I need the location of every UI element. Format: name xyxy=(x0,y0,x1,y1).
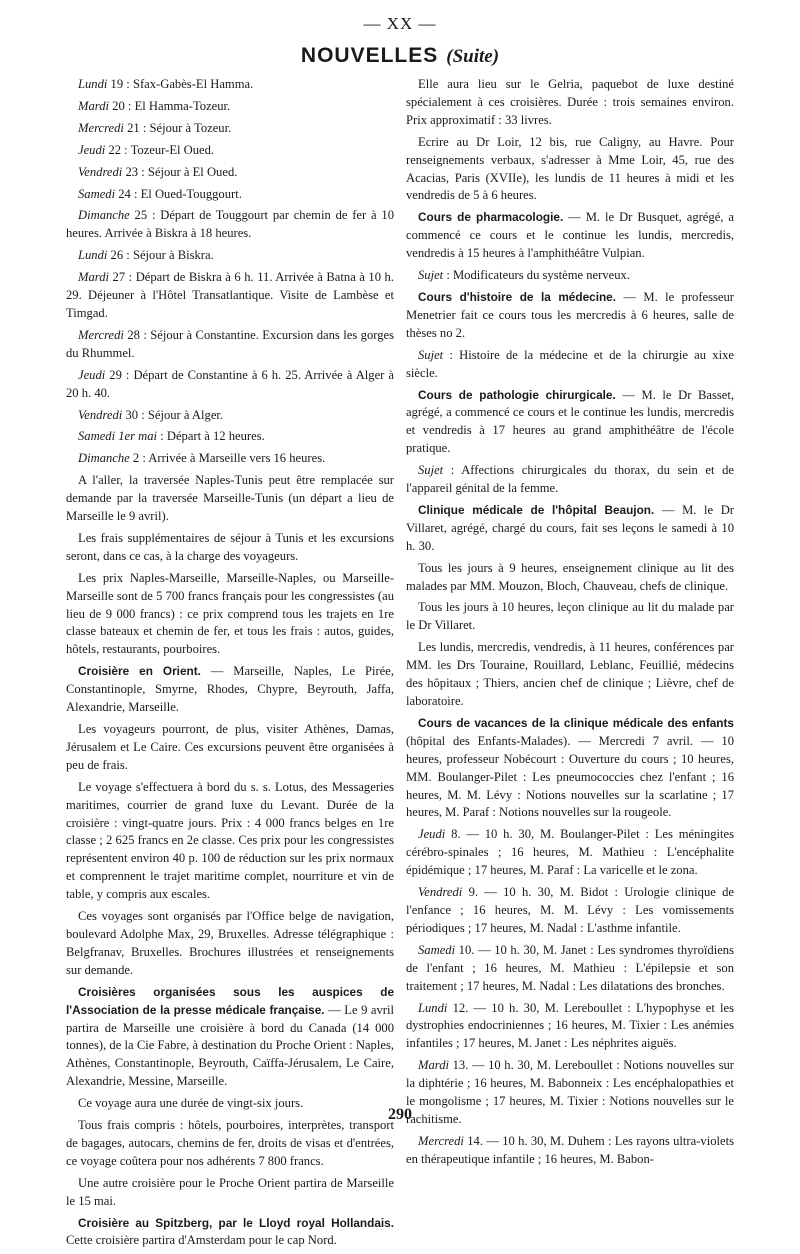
paragraph xyxy=(406,387,734,459)
paragraph-text: 21 : Séjour à Tozeur. xyxy=(123,120,232,135)
paragraph-text: Les frais supplémentaires de séjour à Tunis et les excursions seront, dans ce cas, à la charge des voyageurs. xyxy=(66,530,394,563)
paragraph-text: 10. — 10 h. 30, M. Janet : Les syndromes thyroïdiens de l'enfant ; 16 heures, M. Mathieu : L'épilepsie et son traitement ; 17 heures, M. Nadal : Les dilatations des bronches. xyxy=(406,942,734,993)
paragraph xyxy=(66,164,394,182)
paragraph-text: 22 : Tozeur-El Oued. xyxy=(105,142,215,157)
page-number: 290 xyxy=(388,1106,412,1123)
paragraph-text: 19 : Sfax-Gabès-El Hamma. xyxy=(107,77,254,91)
paragraph xyxy=(66,663,394,717)
section-heading: Cours de vacances de la clinique médicale des enfants xyxy=(418,715,734,730)
paragraph xyxy=(66,984,394,1091)
paragraph xyxy=(66,908,394,980)
day-label: Sujet xyxy=(418,268,444,283)
paragraph-text: 8. — 10 h. 30, M. Boulanger-Pilet : Les méningites cérébro-spinales ; 16 heures, M. Mathieu : L'encéphalite épidémique ; 17 heures, M. Paraf : La varicelle et le zona. xyxy=(406,827,734,878)
day-label: Lundi xyxy=(418,1000,448,1015)
section-heading: Croisière en Orient. xyxy=(78,664,201,679)
paragraph-text: 29 : Départ de Constantine à 6 h. 25. Arrivée à Alger à 20 h. 40. xyxy=(66,367,394,400)
paragraph xyxy=(66,530,394,566)
paragraph xyxy=(406,462,734,498)
paragraph-text: — M. le professeur Menetrier fait ce cours tous les mercredis à 6 heures, salle de thèses no 2. xyxy=(406,289,735,340)
section-heading: Croisières organisées sous les auspices de l'Association de la presse médicale française. xyxy=(66,984,394,1017)
paragraph xyxy=(66,428,394,446)
paragraph xyxy=(406,560,734,596)
day-label: Mardi xyxy=(418,1058,450,1073)
page-roman-number: — XX — xyxy=(363,14,437,33)
paragraph xyxy=(66,570,394,660)
paragraph-text: — M. le Dr Basset, agrégé, a commencé ce cours et le continue les lundis, mercredis et vendredis à 17 heures au grand amphithéâtre de l'école pratique. xyxy=(406,387,734,456)
section-heading: Cours d'histoire de la médecine. xyxy=(418,289,617,304)
day-label: Samedi 1er mai xyxy=(78,429,158,444)
paragraph-text: 26 : Séjour à Biskra. xyxy=(107,248,214,263)
title-suffix: (Suite) xyxy=(446,46,500,67)
day-label: Dimanche xyxy=(78,451,130,466)
paragraph xyxy=(406,715,734,822)
paragraph-text: Ce voyage aura une durée de vingt-six jours. xyxy=(78,1096,304,1111)
day-label: Sujet xyxy=(418,347,444,362)
paragraph xyxy=(406,502,734,556)
paragraph-text: — M. le Dr Busquet, agrégé, a commencé ce cours et le continue les lundis, mercredis, vendredis à 15 heures à l'amphithéâtre Vulpian. xyxy=(406,210,734,261)
paragraph xyxy=(66,1215,394,1251)
day-label: Mardi xyxy=(78,270,110,285)
paragraph-text: Tous frais compris : hôtels, pourboires, interprètes, transport de bagages, autocars, chemins de fer, droits de visas et d'entrées, ce voyage coûtera pour nos adhérents 7 800 francs. xyxy=(66,1118,394,1168)
left-column xyxy=(66,76,394,1254)
section-heading: Cours de pathologie chirurgicale. xyxy=(418,387,616,402)
paragraph xyxy=(66,721,394,775)
paragraph xyxy=(66,1175,394,1211)
paragraph xyxy=(66,247,394,265)
paragraph-text: 9. — 10 h. 30, M. Bidot : Urologie clinique de l'enfance ; 16 heures, M. M. Lévy : Les vomissements périodiques ; 17 heures, M. Nadal : L'asthme infantile. xyxy=(406,885,734,935)
paragraph-text: 30 : Séjour à Alger. xyxy=(122,407,224,422)
paragraph-text: 24 : El Oued-Touggourt. xyxy=(115,186,242,201)
section-heading: Cours de pharmacologie. xyxy=(418,210,564,225)
day-label: Samedi xyxy=(78,186,116,201)
paragraph-text: 13. — 10 h. 30, M. Lereboullet : Notions nouvelles sur la diphtérie ; 16 heures, M. Babonneix : Les encéphalopathies et le mongolisme ; 17 heures, M. Tixier : Notions nouvelles sur le rachitisme. xyxy=(406,1058,734,1126)
paragraph xyxy=(66,269,394,323)
day-label: Jeudi xyxy=(418,827,446,842)
day-label: Mercredi xyxy=(78,327,124,342)
day-label: Vendredi xyxy=(78,164,123,179)
paragraph xyxy=(66,186,394,204)
paragraph-text: Cette croisière partira d'Amsterdam pour le cap Nord. xyxy=(66,1233,337,1248)
paragraph xyxy=(66,142,394,160)
paragraph-text: (hôpital des Enfants-Malades). — Mercredi 7 avril. — 10 heures, professeur Nobécourt : Ouverture du cours ; 10 heures, MM. Boulanger-Pilet : Les pneumococcies chez l'enfant ; 16 heures, M. M. Lévy : Notions nouvelles sur la scarlatine ; 17 heures, M. Paraf : Notions nouvelles sur la rougeole. xyxy=(406,733,734,820)
paragraph xyxy=(66,472,394,526)
day-label: Vendredi xyxy=(78,407,123,422)
section-heading: Clinique médicale de l'hôpital Beaujon. xyxy=(418,502,655,517)
paragraph-text: Une autre croisière pour le Proche Orient partira de Marseille le 15 mai. xyxy=(66,1175,394,1208)
paragraph-text: : Départ à 12 heures. xyxy=(157,429,265,444)
paragraph xyxy=(406,267,734,285)
paragraph xyxy=(406,826,734,880)
paragraph xyxy=(406,76,734,130)
paragraph xyxy=(406,209,734,263)
paragraph-text: Ecrire au Dr Loir, 12 bis, rue Caligny, au Havre. Pour renseignements verbaux, s'adresser à Mme Loir, 45, rue des Acacias, Paris (XVIIe), les lundis de 11 heures à midi et les vendredis de 5 à 6 heures. xyxy=(406,134,734,203)
paragraph xyxy=(66,367,394,403)
paragraph-text: — M. le Dr Villaret, agrégé, chargé du cours, fait ses leçons le samedi à 10 h. 30. xyxy=(406,502,734,553)
paragraph-text: Le voyage s'effectuera à bord du s. s. Lotus, des Messageries maritimes, courrier de grand luxe du Levant. Durée de la croisière : vingt-quatre jours. Prix : 4 000 francs belges en 1re classe ; 2 625 francs en 2e classe. Ces prix pour les congressistes représentent environ 40 p. 100 de réduction sur les prix normaux et comprennent le trajet maritime complet, nourriture et vin de table, y compris aux escales. xyxy=(66,779,394,902)
paragraph-text: : Histoire de la médecine et de la chirurgie au xixe siècle. xyxy=(406,347,734,380)
day-label: Lundi xyxy=(78,77,108,91)
paragraph xyxy=(66,1117,394,1171)
paragraph xyxy=(406,1133,734,1169)
paragraph xyxy=(66,327,394,363)
paragraph-text: 25 : Départ de Touggourt par chemin de fer à 10 heures. Arrivée à Biskra à 18 heures. xyxy=(66,208,394,241)
day-label: Sujet xyxy=(418,463,444,478)
paragraph xyxy=(66,120,394,138)
paragraph-text: — Le 9 avril partira de Marseille une croisière à bord du Canada (14 000 tonnes), de la Cie Fabre, à destination du Proche Orient : Naples, Athènes, Constantinople, Beyrouth, Caïffa-Jérusalem, Le Caire, Alexandrie, Messine, Marseille. xyxy=(66,1002,394,1089)
day-label: Mardi xyxy=(78,98,110,113)
paragraph-text: Les voyageurs pourront, de plus, visiter Athènes, Damas, Jérusalem et Le Caire. Ces excursions peuvent être organisées à peu de frais. xyxy=(66,722,394,772)
paragraph-text: 20 : El Hamma-Tozeur. xyxy=(109,98,231,113)
paragraph xyxy=(406,134,734,206)
day-label: Mercredi xyxy=(78,120,124,135)
paragraph xyxy=(66,98,394,116)
paragraph-text: 23 : Séjour à El Oued. xyxy=(122,164,238,179)
day-label: Vendredi xyxy=(418,885,463,900)
title-text: NOUVELLES xyxy=(300,44,439,67)
paragraph xyxy=(406,942,734,996)
paragraph xyxy=(66,450,394,468)
paragraph-text: : Affections chirurgicales du thorax, du sein et de l'appareil génital de la femme. xyxy=(406,463,734,496)
paragraph xyxy=(406,884,734,938)
day-label: Lundi xyxy=(78,248,108,263)
paragraph-text: Tous les jours à 9 heures, enseignement clinique au lit des malades par MM. Mouzon, Bloch, Chauveau, chefs de clinique. xyxy=(406,560,734,593)
paragraph-text: Elle aura lieu sur le Gelria, paquebot de luxe destiné spécialement à ces croisières. Durée : trois semaines environ. Prix approximatif : 33 livres. xyxy=(406,77,734,127)
paragraph xyxy=(406,1000,734,1054)
paragraph xyxy=(66,207,394,243)
right-column xyxy=(406,76,734,1173)
paragraph-text: 12. — 10 h. 30, M. Lereboullet : L'hypophyse et les dystrophies endocriniennes ; 16 heures, M. Tixier : Les anémies infantiles ; 17 heures, M. Janet : Les néphrites aiguës. xyxy=(406,1000,734,1051)
paragraph xyxy=(66,76,394,94)
day-label: Dimanche xyxy=(78,208,130,223)
paragraph-text: 28 : Séjour à Constantine. Excursion dans les gorges du Rhummel. xyxy=(66,327,394,360)
paragraph-text: Ces voyages sont organisés par l'Office belge de navigation, boulevard Adolphe Max, 29, Bruxelles. Adresse télégraphique : Belgfranav, Bruxelles. Brochures illustrées et renseignements sur demande. xyxy=(66,909,394,977)
day-label: Mercredi xyxy=(418,1133,464,1148)
paragraph-text: — Marseille, Naples, Le Pirée, Constantinople, Smyrne, Rhodes, Chypre, Beyrouth, Jaffa, Alexandrie, Marseille. xyxy=(66,664,394,715)
paragraph-text: Les lundis, mercredis, vendredis, à 11 heures, conférences par MM. les Drs Touraine, Rouillard, Leblanc, Feuillié, médecins des hôpitaux ; Thiers, ancien chef de clinique ; Lièvre, chef de laboratoire. xyxy=(406,640,734,708)
paragraph-text: 2 : Arrivée à Marseille vers 16 heures. xyxy=(129,451,326,466)
section-title xyxy=(0,44,800,68)
paragraph xyxy=(66,407,394,425)
day-label: Jeudi xyxy=(78,142,106,157)
paragraph xyxy=(406,289,734,343)
paragraph-text: 27 : Départ de Biskra à 6 h. 11. Arrivée à Batna à 10 h. 29. Déjeuner à l'Hôtel Transatlantique. Visite de Lambèse et Timgad. xyxy=(66,270,394,320)
section-heading: Croisière au Spitzberg, par le Lloyd royal Hollandais. xyxy=(78,1215,394,1230)
paragraph-text: : Modificateurs du système nerveux. xyxy=(443,268,630,283)
paragraph xyxy=(406,599,734,635)
paragraph xyxy=(66,779,394,904)
paragraph-text: Les prix Naples-Marseille, Marseille-Naples, ou Marseille-Marseille sont de 5 700 francs français pour les congressistes (au lieu de 9 000 francs) : ce prix comprend tous les trajets en 1re classe bateaux et chemin de fer, et tous les frais : autos, guides, hôtels, restaurants, pourboires. xyxy=(66,570,394,657)
paragraph-text: Tous les jours à 10 heures, leçon clinique au lit du malade par le Dr Villaret. xyxy=(406,600,734,633)
paragraph-text: A l'aller, la traversée Naples-Tunis peut être remplacée sur demande par la traversée Marseille-Tunis (un départ a lieu de Marseille le 9 avril). xyxy=(66,473,394,524)
paragraph-text: 14. — 10 h. 30, M. Duhem : Les rayons ultra-violets en thérapeutique infantile ; 16 heures, M. Babon- xyxy=(406,1133,734,1166)
paragraph xyxy=(406,639,734,711)
day-label: Samedi xyxy=(418,942,456,957)
day-label: Jeudi xyxy=(78,367,106,382)
paragraph xyxy=(406,347,734,383)
